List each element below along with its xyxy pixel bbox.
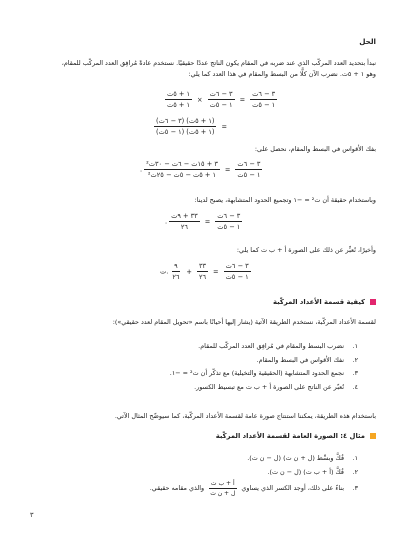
list-item: ٤.نُعبّر عن الناتج على الصورة أ + ب ت مع تبسيط الكسور. <box>194 382 358 391</box>
division-outro: باستخدام هذه الطريقة، يمكننا استنتاج صورة عامة لقسمة الأعداد المركّبة، كما سيوضّح المثال الآتي. <box>114 412 376 420</box>
list-item: ١.فُكَّ وبسِّط (ل + ن ت) (ل − ن ت). <box>247 454 358 462</box>
solution-intro <box>24 58 376 79</box>
list-item: ٢.فُكَّ (أ + ب ت) (ل − ن ت). <box>267 467 358 476</box>
example-heading: مثال ٤: الصورة العامة لقسمة الأعداد المركّبة <box>216 432 376 440</box>
intro-line-1: نبدأ بتحديد العدد المركّب الذي عند ضربه في المقام يكون الناتج عددًا حقيقيًا. نستخدم عادةً مُرافِق العدد المركّب للمقام، <box>61 59 376 67</box>
example-items <box>24 452 376 497</box>
final-text: وأخيرًا، نُعبِّر عن ذلك على الصورة أ + ب ت كما يلي: <box>236 246 376 254</box>
solution-title: الحل <box>359 37 376 46</box>
equation-conjugate-multiply: $\frac{\text{١ + ٥ت}}{\text{١ + ٥ت}}$ × $\frac{\text{٣ − ٦ت}}{\text{١ − ٥ت}}$ = $\frac{\text{٣ − ٦ت}}{\text{١ − ٥ت}}$ <box>167 90 276 109</box>
division-heading: كيفية قسمة الأعداد المركّبة <box>273 298 376 306</box>
orange-square-marker-icon <box>370 433 376 439</box>
fraction: $\frac{٣٣}{٢٦}$ <box>198 262 207 281</box>
fraction: $\frac{\text{٣ + ١٥ت − ٦ت − ٣٠ت²}}{\text{١ + ٥ت − ٥ت − ٢٥ت²}}$ <box>146 160 218 179</box>
list-item: ٢.نفك الأقواس في البسط والمقام. <box>256 355 358 364</box>
fraction: $\frac{\text{٣٣ + ٩ت}}{٢٦}$ <box>171 212 198 231</box>
fraction: $\frac{\text{أ + ب ت}}{\text{ل + ن ت}}$ <box>210 479 236 497</box>
fraction: $\frac{\text{(٣ − ٦ت) (١ + ٥ت)}}{\text{(١ − ٥ت) (١ + ٥ت)}}$ <box>156 117 215 136</box>
pink-square-marker-icon <box>370 299 376 305</box>
fraction: $\frac{\text{١ + ٥ت}}{\text{١ + ٥ت}}$ <box>167 90 191 109</box>
simplify-text: وباستخدام حقيقة أن ت² = −١ وتجميع الحدود المتشابهة، يصبح لدينا: <box>194 196 376 204</box>
fraction: $\frac{\text{٣ − ٦ت}}{\text{١ − ٥ت}}$ <box>225 262 249 281</box>
equation-simplified: . $\frac{\text{٣٣ + ٩ت}}{٢٦}$ = $\frac{\text{٣ − ٦ت}}{\text{١ − ٥ت}}$ <box>165 212 241 231</box>
fraction: $\frac{٩}{٢٦}$ <box>172 262 180 281</box>
equation-expanded: . $\frac{\text{٣ + ١٥ت − ٦ت − ٣٠ت²}}{\text{١ + ٥ت − ٥ت − ٢٥ت²}}$ = $\frac{\text{٣ − ٦ت}}{\text{١ − ٥ت}}$ <box>140 160 261 179</box>
division-intro: لقسمة الأعداد المركّبة، نستخدم الطريقة الآتية (يشار إليها أحيانًا باسم «تحويل المقام لعدد حقيقي»): <box>112 318 376 326</box>
division-steps <box>24 340 376 394</box>
fraction: $\frac{\text{٣ − ٦ت}}{\text{١ − ٥ت}}$ <box>217 212 241 231</box>
list-item: ١.نضرب البسط والمقام في مُرافِق العدد المركّب للمقام. <box>198 342 358 350</box>
fraction: $\frac{\text{٣ − ٦ت}}{\text{١ − ٥ت}}$ <box>209 90 233 109</box>
page-number: ٣ <box>30 511 34 519</box>
equation-final-form: ت. $\frac{٩}{٢٦}$ + $\frac{٣٣}{٢٦}$ = $\frac{\text{٣ − ٦ت}}{\text{١ − ٥ت}}$ <box>160 262 249 281</box>
list-item: ٣.نجمع الحدود المتشابهة (الحقيقية والتخيلية) مع تذكّر أن ت² = −١. <box>169 369 358 377</box>
fraction: $\frac{\text{٣ − ٦ت}}{\text{١ − ٥ت}}$ <box>252 90 276 109</box>
list-item: ٣.بناءً على ذلك، أوجد الكسر الذي يساوي $\frac{\text{أ + ب ت}}{\text{ل + ن ت}}$ والذي مقامه حقيقي. <box>149 479 358 497</box>
fraction: $\frac{\text{٣ − ٦ت}}{\text{١ − ٥ت}}$ <box>237 160 261 179</box>
equation-product-form: $\frac{\text{(٣ − ٦ت) (١ + ٥ت)}}{\text{(١ − ٥ت) (١ + ٥ت)}}$ = <box>156 117 227 136</box>
intro-line-2: وهو ١ + ٥ت. نضرب الآن كلًّا من البسط والمقام في هذا العدد كما يلي: <box>188 69 376 78</box>
expand-text: بفك الأقواس في البسط والمقام، نحصل على: <box>254 145 376 153</box>
